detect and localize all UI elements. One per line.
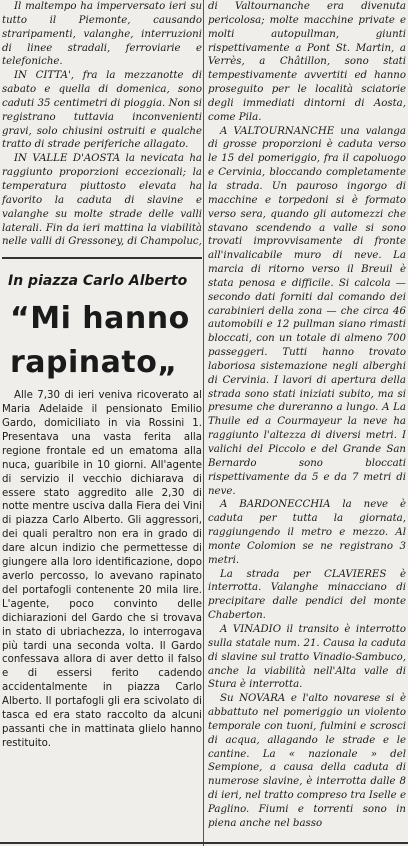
story-body: Alle 7,30 di ieri veniva ricoverato al Maria Adelaide il pensionato Emilio Gardo, domiciliato in via Rossini 1. Presentava una vasta ferita alla regione frontale ed un ematoma alla nuca, guaribile in 10 giorni. All'agente di servizio il vecchio dichiarava di essere stato aggredito alle 2,30 di notte mentre usciva dalla Fiera dei Vini di piazza Carlo Alberto. Gli aggressori, dei quali peraltro non era in grado di dare alcun indizio che permettesse di giungere alla loro identificazione, dopo averlo percosso, lo avevano rapinato del portafogli contenente 20 mila lire. L'agente, poco convinto delle dichiarazioni del Gardo che si trovava in stato di ubriachezza, lo interrogava più tardi una seconda volta. Il Gardo confessava allora di aver detto il falso e di essersi ferito cadendo accidentalmente in piazza Carlo Alberto. Il portafogli gli era scivolato di tasca ed era stato raccolto da alcuni passanti che in mattinata glielo hanno restituito. xyxy=(2,390,202,749)
intro-paragraph: Il maltempo ha imperversato ieri su tutto il Piemonte, causando straripamenti, valanghe, interruzioni di linee stradali, ferroviarie e telefoniche. xyxy=(2,1,202,68)
story-kicker: In piazza Carlo Alberto xyxy=(8,273,188,290)
left-column xyxy=(2,0,202,751)
continuation-paragraph: di Valtournanche era divenuta pericolosa; molte macchine private e molti autopullman, giunti rispettivamente a Pont St. Martin, a Verrès, a Châtillon, sono stati tempestivamente avvertiti ed hanno proseguito per le località sciatorie degli immediati dintorni di Aosta, come Pila. xyxy=(208,1,406,123)
bardonecchia-paragraph: A BARDONECCHIA la neve è caduta per tutta la giornata, raggiungendo il metro e mezzo. Al monte Colomion se ne registrano 3 metri. xyxy=(208,499,406,566)
clavieres-paragraph: La strada per CLAVIERES è interrotta. Valanghe minacciano di precipitare dalle pendici del monte Chaberton. xyxy=(208,568,406,622)
story-headline: “Mi hanno rapinato„ xyxy=(10,301,190,381)
section-divider xyxy=(2,257,202,259)
column-divider xyxy=(203,0,204,846)
novara-paragraph: Su NOVARA e l'alto novarese si è abbattuto nel pomeriggio un violento temporale con tuoni, fulmini e scrosci di acqua, allagando le strade e le cantine. La « nazionale » del Sempione, a causa della caduta di numerose slavine, è interrotta dalle 8 di ieri, nel tratto compreso tra Iselle e Paglino. Fiumi e torrenti sono in piena anche nel basso xyxy=(208,693,406,829)
right-column xyxy=(208,0,406,831)
city-paragraph: IN CITTA', fra la mezzanotte di sabato e quella di domenica, sono caduti 35 centimetri di pioggia. Non si registrano tuttavia inconvenienti gravi, solo chiusini ostruiti e qualche tratto di strade periferiche allagato. xyxy=(2,70,202,151)
vinadio-paragraph: A VINADIO il transito è interrotto sulla statale num. 21. Causa la caduta di slavine sul tratto Vinadio-Sambuco, anche la viabilità nell'Alta valle di Stura è interrotta. xyxy=(208,623,406,691)
valtournanche-paragraph: A VALTOURNANCHE una valanga di grosse proporzioni è caduta verso le 15 del pomeriggio, fra il capoluogo e Cervinia, bloccando completamente la strada. Un pauroso ingorgo di macchine e torpedoni si è formato verso sera, quando gli automezzi che stavano scendendo a valle si sono trovati improvvisamente di fronte all'invalicabile muro di neve. La marcia di ritorno verso il Breuil è stata penosa e difficile. Si calcola — secondo dati forniti dal comando dei carabinieri della zona — che circa 46 automobili e 12 pullman siano rimasti bloccati, con un totale di almeno 700 passeggeri. Tutti hanno trovato laboriosa sistemazione negli alberghi di Cervinia. I lavori di apertura della strada sono stati iniziati subito, ma si presume che dureranno a lungo. A La Thuile ed a Courmayeur la neve ha raggiunto l'altezza di diversi metri. I valichi del Piccolo e del Grande San Bernardo sono bloccati rispettivamente da 5 e da 7 metri di neve. xyxy=(208,125,406,497)
aosta-paragraph: IN VALLE D'AOSTA la nevicata ha raggiunto proporzioni eccezionali; la temperatura piuttosto elevata ha favorito la caduta di slavine e valanghe su molte strade delle valli laterali. Fin da ieri mattina la viabilità nelle valli di Gressoney, di Champoluc, xyxy=(2,153,202,248)
bottom-rule xyxy=(0,842,408,844)
